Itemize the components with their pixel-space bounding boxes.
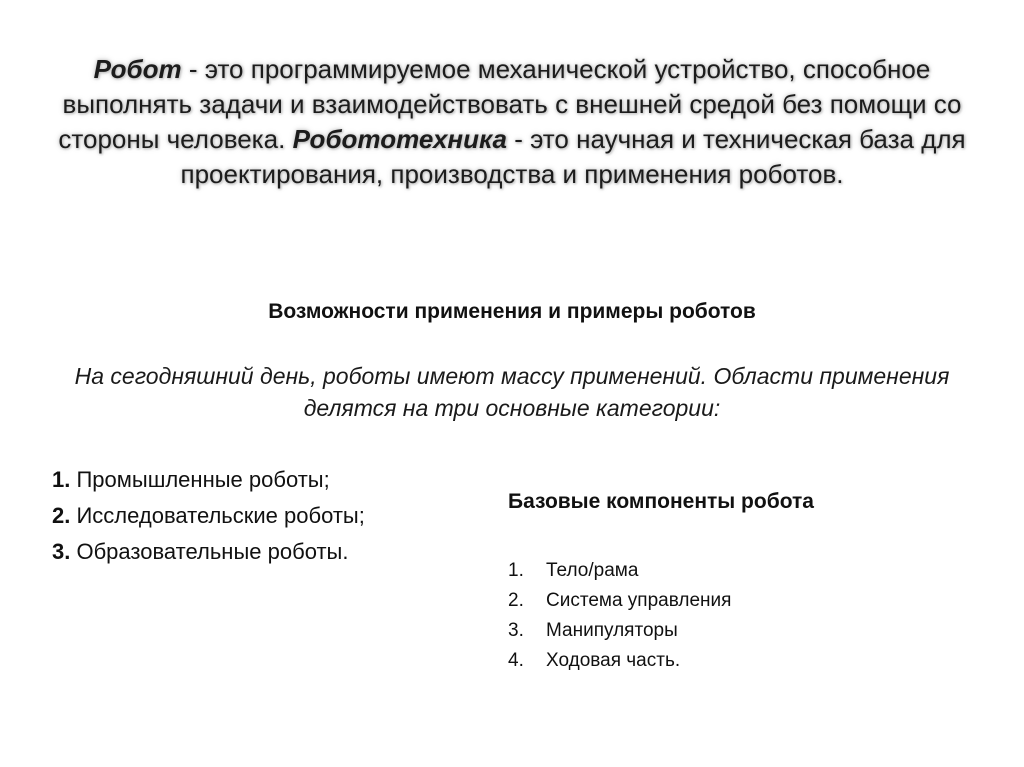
lead-paragraph: На сегодняшний день, роботы имеют массу применений. Области применения делятся на три основные категории: bbox=[74, 363, 950, 421]
component-item bbox=[508, 616, 988, 646]
component-text: Система управления bbox=[546, 590, 732, 611]
category-text: Образовательные роботы. bbox=[70, 539, 349, 564]
components-title: Базовые компоненты робота bbox=[508, 490, 814, 513]
definitions-paragraph bbox=[40, 52, 984, 192]
categories-list bbox=[52, 462, 492, 570]
component-item bbox=[508, 556, 988, 586]
category-item bbox=[52, 534, 492, 570]
category-item bbox=[52, 462, 492, 498]
component-item bbox=[508, 586, 988, 616]
component-item bbox=[508, 646, 988, 676]
component-number: 2. bbox=[508, 590, 524, 611]
category-text: Промышленные роботы; bbox=[70, 467, 330, 492]
component-text: Ходовая часть. bbox=[546, 650, 681, 671]
component-number: 1. bbox=[508, 560, 524, 581]
category-number: 2. bbox=[52, 503, 71, 528]
component-text: Тело/рама bbox=[546, 560, 639, 581]
section-heading: Возможности применения и примеры роботов bbox=[268, 300, 756, 323]
robotics-definition: - это научная и техническая база для проектирования, производства и применения роботов. bbox=[180, 124, 966, 189]
components-list bbox=[508, 556, 988, 676]
robot-definition: - это программируемое механической устройство, способное выполнять задачи и взаимодействовать с внешней средой без помощи со стороны человека. bbox=[58, 54, 962, 154]
category-item bbox=[52, 498, 492, 534]
category-number: 1. bbox=[52, 467, 71, 492]
component-number: 3. bbox=[508, 620, 524, 641]
robotics-term: Робототехника bbox=[292, 124, 507, 154]
category-number: 3. bbox=[52, 539, 71, 564]
components-section bbox=[508, 490, 988, 676]
robot-term: Робот bbox=[93, 54, 182, 84]
component-number: 4. bbox=[508, 650, 524, 671]
category-text: Исследовательские роботы; bbox=[70, 503, 365, 528]
component-text: Манипуляторы bbox=[546, 620, 678, 641]
